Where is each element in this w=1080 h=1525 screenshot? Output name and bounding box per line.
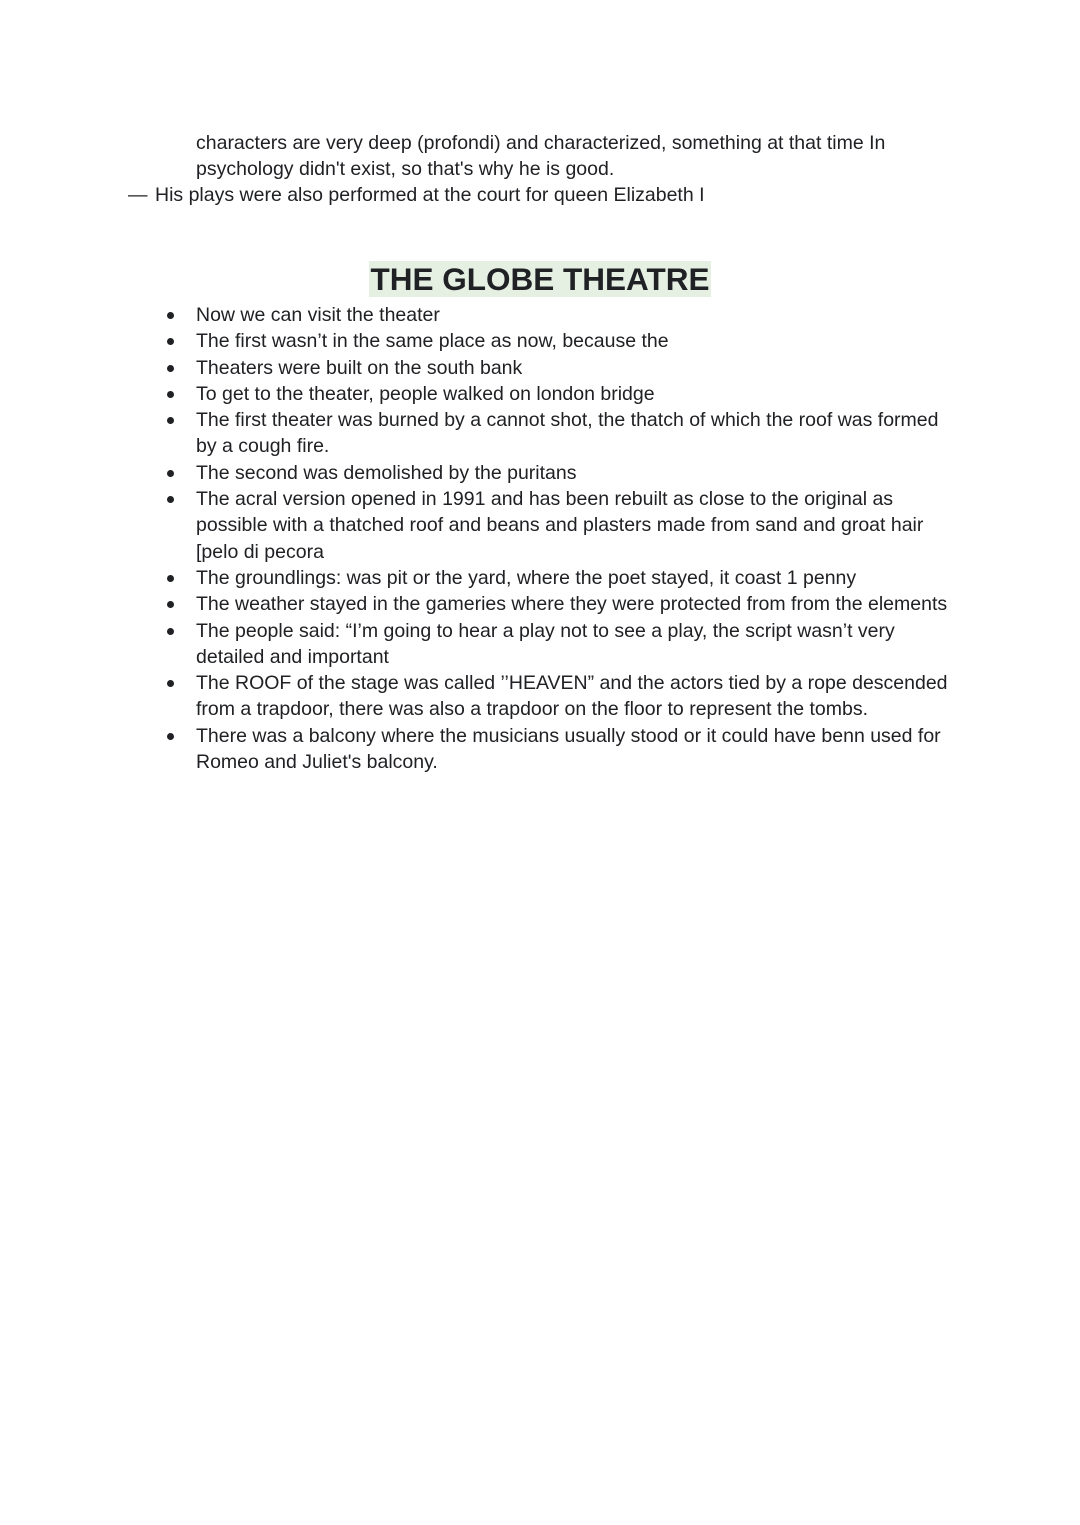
- bullet-item-text: The first theater was burned by a cannot shot, the thatch of which the roof was formed by a cough fire.: [196, 409, 939, 458]
- bullet-icon: [167, 575, 174, 582]
- bullet-icon: [167, 312, 174, 319]
- bullet-icon: [167, 733, 174, 740]
- bullet-item-text: The ROOF of the stage was called ’’HEAVEN” and the actors tied by a rope descended from a trapdoor, there was also a trapdoor on the floor to represent the tombs.: [196, 672, 948, 721]
- bullet-item: [162, 460, 962, 486]
- bullet-item-text: The weather stayed in the gameries where they were protected from from the elements: [196, 593, 948, 616]
- bullet-icon: [167, 417, 174, 424]
- bullet-item: [162, 618, 962, 671]
- bullet-item-text: Theaters were built on the south bank: [196, 356, 523, 379]
- bullet-item-text: The first wasn’t in the same place as now, because the: [196, 330, 669, 353]
- bullet-item-text: The groundlings: was pit or the yard, where the poet stayed, it coast 1 penny: [196, 566, 857, 589]
- bullet-item: [162, 670, 962, 723]
- dash-list-item-text: His plays were also performed at the court for queen Elizabeth I: [155, 184, 705, 206]
- bullet-icon: [167, 680, 174, 687]
- bullet-icon: [167, 470, 174, 477]
- bullet-item: [162, 591, 962, 617]
- bullet-icon: [167, 391, 174, 398]
- bullet-item: [162, 723, 962, 776]
- bullet-icon: [167, 628, 174, 635]
- bullet-item: [162, 407, 962, 460]
- section-heading-container: [0, 261, 1080, 297]
- bullet-item: [162, 565, 962, 591]
- bullet-icon: [167, 338, 174, 345]
- bullet-icon: [167, 601, 174, 608]
- bullet-item-text: There was a balcony where the musicians usually stood or it could have benn used for Romeo and Juliet's balcony.: [196, 724, 941, 774]
- bullet-item-text: The people said: “I’m going to hear a play not to see a play, the script wasn’t very detailed and important: [196, 619, 895, 668]
- bullet-item: [162, 486, 962, 565]
- bullet-item: [162, 355, 962, 381]
- bullet-item: [162, 302, 962, 328]
- bullet-item: [162, 381, 962, 407]
- bullet-item-text: Now we can visit the theater: [196, 304, 440, 326]
- bullet-item-text: The acral version opened in 1991 and has been rebuilt as close to the original as possible with a thatched roof and beans and plasters made from sand and groat hair [pelo di pecora: [196, 488, 924, 563]
- bullet-item-text: To get to the theater, people walked on london bridge: [196, 382, 655, 405]
- bullet-icon: [167, 365, 174, 372]
- bullet-item-text: The second was demolished by the puritans: [196, 461, 577, 484]
- section-title: THE GLOBE THEATRE: [370, 261, 710, 297]
- bullet-item: [162, 328, 962, 354]
- bullet-icon: [167, 496, 174, 503]
- intro-continuation-paragraph: characters are very deep (profondi) and characterized, something at that time In psychology didn't exist, so that's why he is good.: [196, 132, 886, 181]
- globe-theatre-bullet-list: [162, 302, 962, 775]
- dash-marker: —: [128, 184, 148, 206]
- dash-list-item: [128, 182, 968, 208]
